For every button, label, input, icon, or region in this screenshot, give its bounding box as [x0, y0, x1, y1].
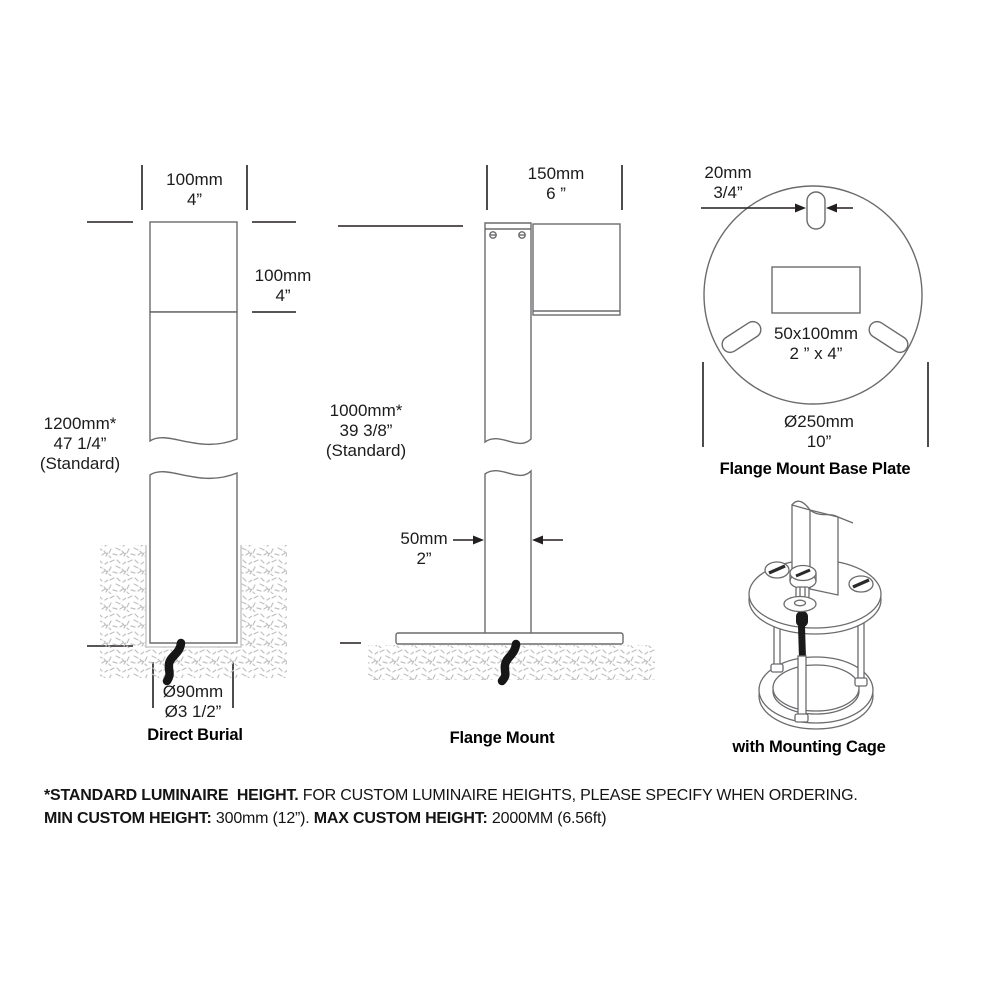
footer-max-height-value: 2000MM (6.56ft)	[487, 810, 607, 827]
dim-value: 2 ” x 4”	[789, 344, 843, 363]
footer-note-line-1	[44, 787, 858, 805]
jbolt-threaded-rod	[802, 626, 803, 658]
footer-bold-min-height: MIN CUSTOM HEIGHT:	[44, 810, 212, 827]
footer-note-line-2	[44, 810, 606, 828]
dim-value: Ø3 1/2”	[164, 702, 222, 721]
luminaire-head	[150, 222, 237, 312]
pole-upper-section	[485, 223, 531, 443]
direct-burial-height-dim	[22, 414, 138, 474]
center-hole	[772, 267, 860, 313]
base-plate-slot-dim	[693, 163, 763, 203]
pole-lower-section	[485, 471, 531, 634]
dim-value: 20mm	[704, 163, 752, 182]
footer-bold-standard-height: *STANDARD LUMINAIRE HEIGHT.	[44, 787, 299, 804]
mounting-cage-drawing	[749, 501, 881, 729]
dim-value: 1000mm*	[329, 401, 403, 420]
pole-lower-section	[150, 472, 237, 643]
cage-ring-hole	[773, 665, 859, 711]
dim-value: 50mm	[400, 529, 448, 548]
flange-mount-height-dim	[308, 401, 424, 461]
pole-upper-section	[150, 312, 237, 444]
direct-burial-diameter-dim	[143, 682, 243, 722]
dim-value: 6 ”	[546, 184, 566, 203]
dim-value: 1200mm*	[43, 414, 117, 433]
dim-value: 100mm	[166, 170, 223, 189]
footer-note-text: FOR CUSTOM LUMINAIRE HEIGHTS, PLEASE SPECIFY WHEN ORDERING.	[298, 787, 858, 804]
jbolt-hole	[796, 611, 808, 627]
washer-hole	[795, 600, 806, 606]
cage-leg-front	[798, 656, 806, 718]
base-plate-title: Flange Mount Base Plate	[719, 460, 911, 478]
dim-value: 4”	[186, 190, 203, 209]
direct-burial-title: Direct Burial	[147, 726, 243, 744]
mounting-slot-top	[807, 192, 825, 229]
dim-value: 10”	[806, 432, 832, 451]
direct-burial-top-width-dim	[142, 170, 247, 210]
flange-mount-top-width-dim	[503, 164, 609, 204]
dim-value: (Standard)	[39, 454, 121, 473]
cage-foot-front	[795, 714, 808, 722]
flange-plate	[396, 633, 623, 644]
dim-value: 100mm	[254, 266, 312, 285]
dim-value: 2”	[416, 549, 432, 568]
flange-mount-pole-width-dim	[387, 529, 461, 569]
dim-value: 39 3/8”	[339, 421, 393, 440]
cage-foot-left	[771, 664, 783, 672]
dim-value: Ø90mm	[162, 682, 224, 701]
dim-value: 3/4”	[713, 183, 743, 202]
dim-value: 47 1/4”	[53, 434, 107, 453]
base-plate-drawing	[701, 186, 928, 447]
width-arrow-right	[532, 536, 543, 545]
cage-foot-right	[855, 678, 867, 686]
dim-value: 150mm	[527, 164, 585, 183]
footer-min-height-value: 300mm (12”).	[211, 810, 314, 827]
direct-burial-head-height-dim	[248, 266, 318, 306]
footer-bold-max-height: MAX CUSTOM HEIGHT:	[313, 810, 488, 827]
dim-value: 4”	[275, 286, 291, 305]
dim-value: 50x100mm	[773, 324, 859, 343]
dim-value: (Standard)	[325, 441, 407, 460]
flange-mount-title: Flange Mount	[449, 729, 555, 747]
dim-value: Ø250mm	[784, 412, 854, 431]
base-plate-center-hole-dim	[756, 324, 876, 364]
luminaire-head	[533, 224, 620, 315]
mounting-cage-title: with Mounting Cage	[732, 738, 886, 756]
base-plate-diameter-dim	[758, 412, 880, 452]
width-arrow-left	[473, 536, 484, 545]
